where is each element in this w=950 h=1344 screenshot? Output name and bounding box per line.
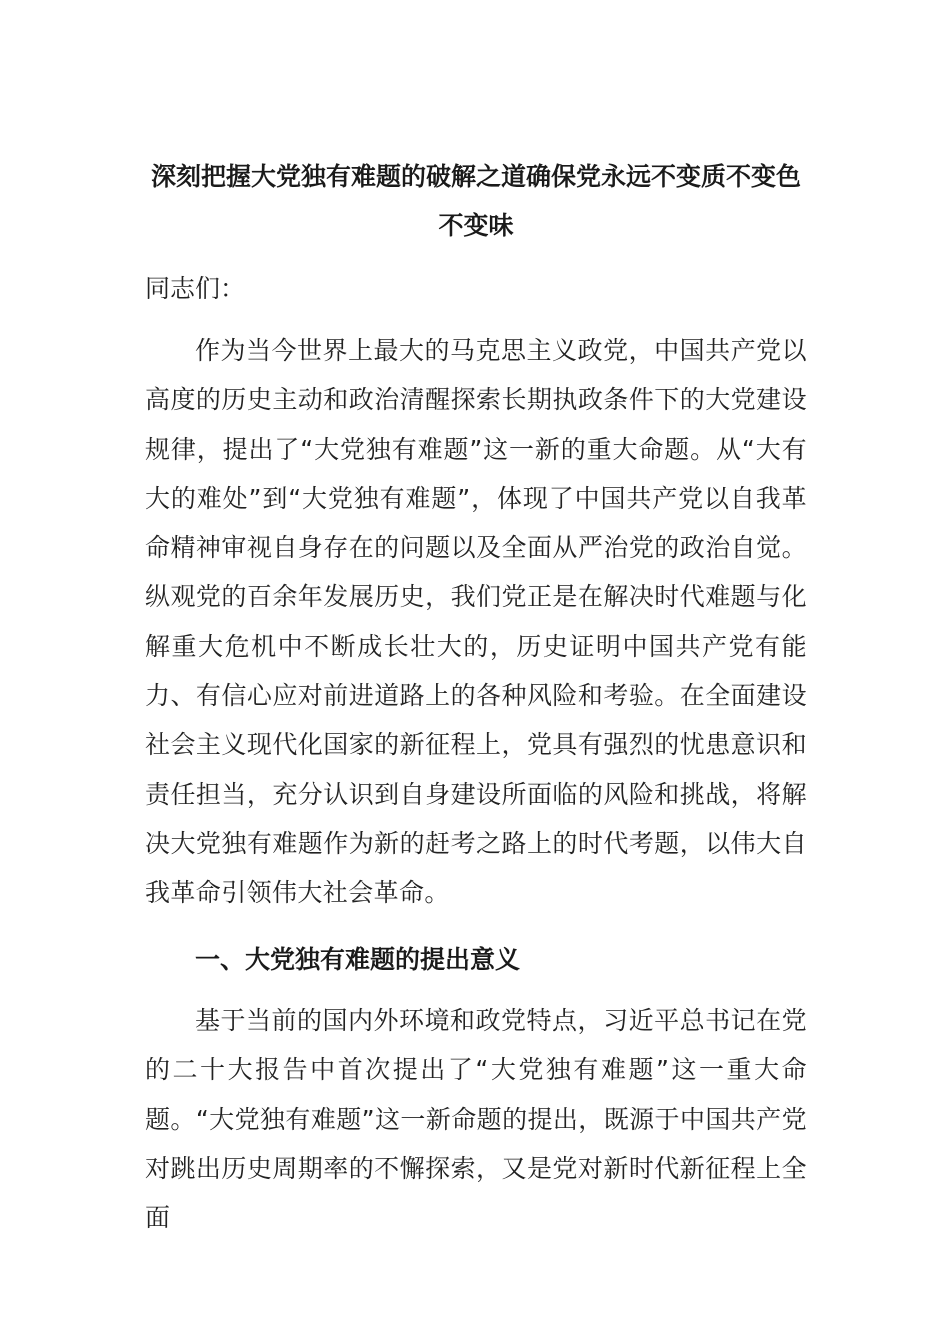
- body-paragraph: 作为当今世界上最大的马克思主义政党，中国共产党以高度的历史主动和政治清醒探索长期执政条件下的大党建设规律，提出了“大党独有难题”这一新的重大命题。从“大有大的难处”到“大党独有难题”，体现了中国共产党以自我革命精神审视自身存在的问题以及全面从严治党的政治自觉。纵观党的百余年发展历史，我们党正是在解决时代难题与化解重大危机中不断成长壮大的，历史证明中国共产党有能力、有信心应对前进道路上的各种风险和考验。在全面建设社会主义现代化国家的新征程上，党具有强烈的忧患意识和责任担当，充分认识到自身建设所面临的风险和挑战，将解决大党独有难题作为新的赶考之路上的时代考题，以伟大自我革命引领伟大社会革命。: [145, 336, 807, 908]
- section-paragraph: 基于当前的国内外环境和政党特点，习近平总书记在党的二十大报告中首次提出了“大党独有难题”这一重大命题。“大党独有难题”这一新命题的提出，既源于中国共产党对跳出历史周期率的不懈探索，又是党对新时代新征程上全面: [145, 1006, 807, 1233]
- salutation: 同志们：: [145, 274, 246, 303]
- document-title: 深刻把握大党独有难题的破解之道确保党永远不变质不变色不变味: [150, 162, 801, 240]
- section-heading: 一、大党独有难题的提出意义: [195, 945, 521, 974]
